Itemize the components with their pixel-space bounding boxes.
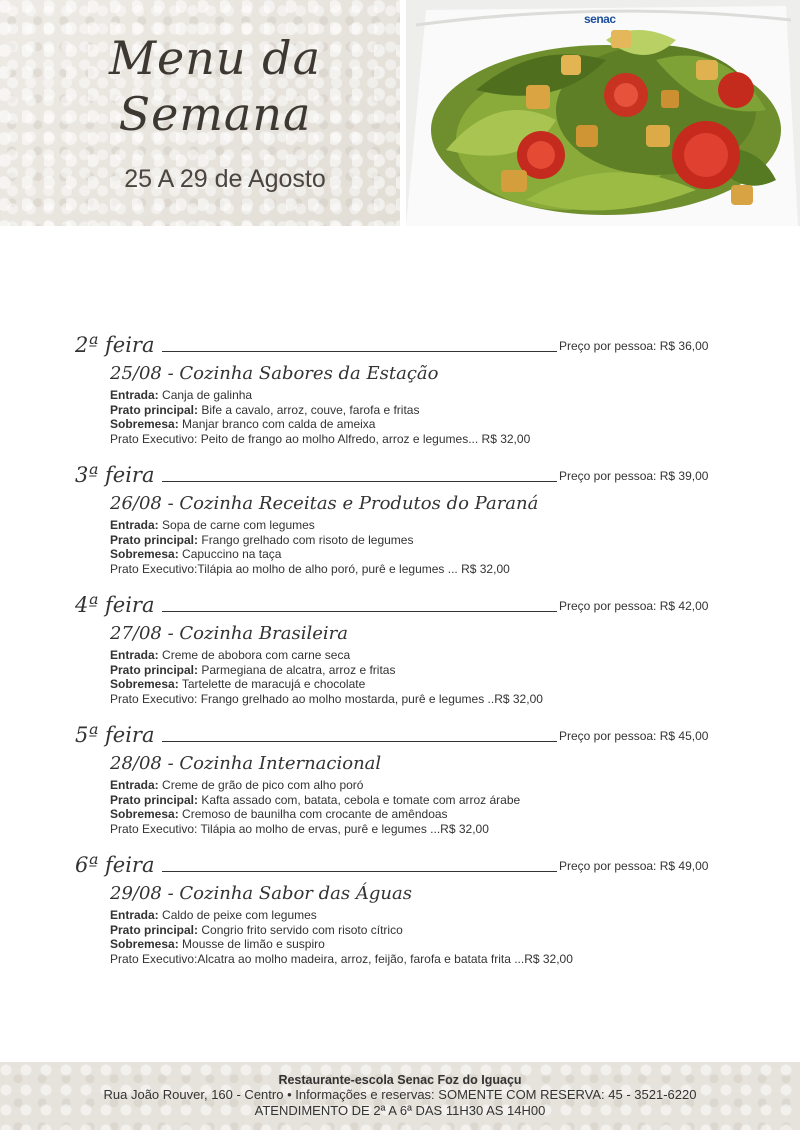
sobremesa-value: Capuccino na taça	[182, 547, 282, 561]
prato-principal-label: Prato principal:	[110, 662, 199, 677]
day-name: 2ª feira	[75, 333, 155, 357]
day-monday	[0, 333, 800, 458]
prato-principal-label: Prato principal:	[110, 922, 199, 937]
sobremesa-value: Mousse de limão e suspiro	[182, 937, 325, 951]
entrada-row	[110, 648, 543, 663]
day-divider-line	[162, 481, 557, 482]
entrada-row	[110, 908, 573, 923]
day-kitchen-title: 26/08 - Cozinha Receitas e Produtos do Paraná	[110, 493, 539, 514]
prato-principal-row	[110, 403, 530, 418]
sobremesa-row	[110, 807, 520, 822]
restaurant-name: Restaurante-escola Senac Foz do Iguaçu	[278, 1073, 522, 1087]
sobremesa-row	[110, 547, 510, 562]
entrada-label: Entrada:	[110, 518, 159, 532]
prato-principal-value: Frango grelhado com risoto de legumes	[201, 532, 414, 547]
day-kitchen-title: 28/08 - Cozinha Internacional	[110, 753, 382, 774]
entrada-label: Entrada:	[110, 648, 159, 662]
menu-title-line1: Menu da	[108, 31, 322, 85]
sobremesa-row	[110, 677, 543, 692]
entrada-value: Caldo de peixe com legumes	[162, 908, 317, 922]
menu-title-line2: Semana	[118, 87, 312, 141]
day-menu-items	[110, 908, 573, 966]
entrada-label: Entrada:	[110, 388, 159, 402]
salad-illustration	[406, 0, 800, 226]
sobremesa-label: Sobremesa:	[110, 807, 179, 821]
prato-principal-value: Congrio frito servido com risoto cítrico	[201, 922, 403, 937]
senac-logo: senac	[584, 12, 616, 26]
prato-principal-value: Parmegiana de alcatra, arroz e fritas	[201, 662, 396, 677]
prato-principal-label: Prato principal:	[110, 532, 199, 547]
entrada-value: Creme de abobora com carne seca	[162, 648, 351, 662]
sobremesa-value: Manjar branco com calda de ameixa	[182, 417, 376, 431]
prato-executivo-row: Prato Executivo:Alcatra ao molho madeira, arroz, feijão, farofa e batata frita ...R$ 32,00	[110, 951, 573, 966]
day-tuesday	[0, 463, 800, 588]
entrada-value: Canja de galinha	[162, 388, 253, 402]
prato-executivo-row: Prato Executivo: Peito de frango ao molho Alfredo, arroz e legumes... R$ 32,00	[110, 431, 531, 446]
prato-principal-row	[110, 533, 510, 548]
day-menu-items	[110, 778, 520, 836]
menu-date-range: 25 A 29 de Agosto	[124, 165, 326, 193]
day-menu-items	[110, 518, 510, 576]
sobremesa-row	[110, 937, 573, 952]
day-divider-line	[162, 351, 557, 352]
restaurant-address: Rua João Rouver, 160 - Centro • Informações e reservas: SOMENTE COM RESERVA: 45 - 3521-6220	[103, 1087, 697, 1102]
entrada-row	[110, 388, 530, 403]
opening-hours: ATENDIMENTO DE 2ª A 6ª DAS 11H30 AS 14H00	[254, 1103, 546, 1118]
sobremesa-label: Sobremesa:	[110, 677, 179, 691]
day-menu-items	[110, 388, 530, 446]
header-title-panel	[0, 0, 400, 226]
sobremesa-row	[110, 417, 530, 432]
sobremesa-label: Sobremesa:	[110, 937, 179, 951]
day-name: 4ª feira	[75, 593, 155, 617]
sobremesa-label: Sobremesa:	[110, 547, 179, 561]
day-price: Preço por pessoa: R$ 39,00	[559, 469, 709, 483]
entrada-row	[110, 778, 520, 793]
day-name: 5ª feira	[75, 723, 155, 747]
day-kitchen-title: 29/08 - Cozinha Sabor das Águas	[110, 883, 412, 904]
day-wednesday	[0, 593, 800, 718]
entrada-row	[110, 518, 510, 533]
day-name: 3ª feira	[75, 463, 155, 487]
prato-principal-value: Kafta assado com, batata, cebola e tomate com arroz árabe	[201, 792, 521, 807]
prato-principal-row	[110, 923, 573, 938]
entrada-value: Creme de grão de pico com alho poró	[162, 778, 364, 792]
day-price: Preço por pessoa: R$ 45,00	[559, 729, 709, 743]
prato-principal-value: Bife a cavalo, arroz, couve, farofa e fritas	[201, 402, 420, 417]
prato-executivo-row: Prato Executivo: Frango grelhado ao molho mostarda, purê e legumes ..R$ 32,00	[110, 691, 543, 706]
sobremesa-label: Sobremesa:	[110, 417, 179, 431]
day-friday	[0, 853, 800, 978]
salad-photo	[406, 0, 800, 226]
day-divider-line	[162, 611, 557, 612]
prato-executivo-row: Prato Executivo: Tilápia ao molho de ervas, purê e legumes ...R$ 32,00	[110, 821, 489, 836]
day-name: 6ª feira	[75, 853, 155, 877]
day-price: Preço por pessoa: R$ 42,00	[559, 599, 709, 613]
sobremesa-value: Tartelette de maracujá e chocolate	[181, 677, 366, 691]
sobremesa-value: Cremoso de baunilha com crocante de amêndoas	[182, 807, 448, 821]
prato-principal-row	[110, 793, 520, 808]
header	[0, 0, 800, 226]
day-divider-line	[162, 871, 557, 872]
day-thursday	[0, 723, 800, 848]
entrada-label: Entrada:	[110, 778, 159, 792]
entrada-value: Sopa de carne com legumes	[162, 518, 315, 532]
day-price: Preço por pessoa: R$ 49,00	[559, 859, 709, 873]
day-price: Preço por pessoa: R$ 36,00	[559, 339, 709, 353]
day-kitchen-title: 25/08 - Cozinha Sabores da Estação	[110, 363, 439, 384]
prato-executivo-row: Prato Executivo:Tilápia ao molho de alho poró, purê e legumes ... R$ 32,00	[110, 561, 510, 576]
day-kitchen-title: 27/08 - Cozinha Brasileira	[110, 623, 348, 644]
day-divider-line	[162, 741, 557, 742]
prato-principal-label: Prato principal:	[110, 792, 199, 807]
day-menu-items	[110, 648, 543, 706]
entrada-label: Entrada:	[110, 908, 159, 922]
menu-title	[60, 30, 370, 142]
prato-principal-row	[110, 663, 543, 678]
footer	[0, 1062, 800, 1130]
prato-principal-label: Prato principal:	[110, 402, 199, 417]
